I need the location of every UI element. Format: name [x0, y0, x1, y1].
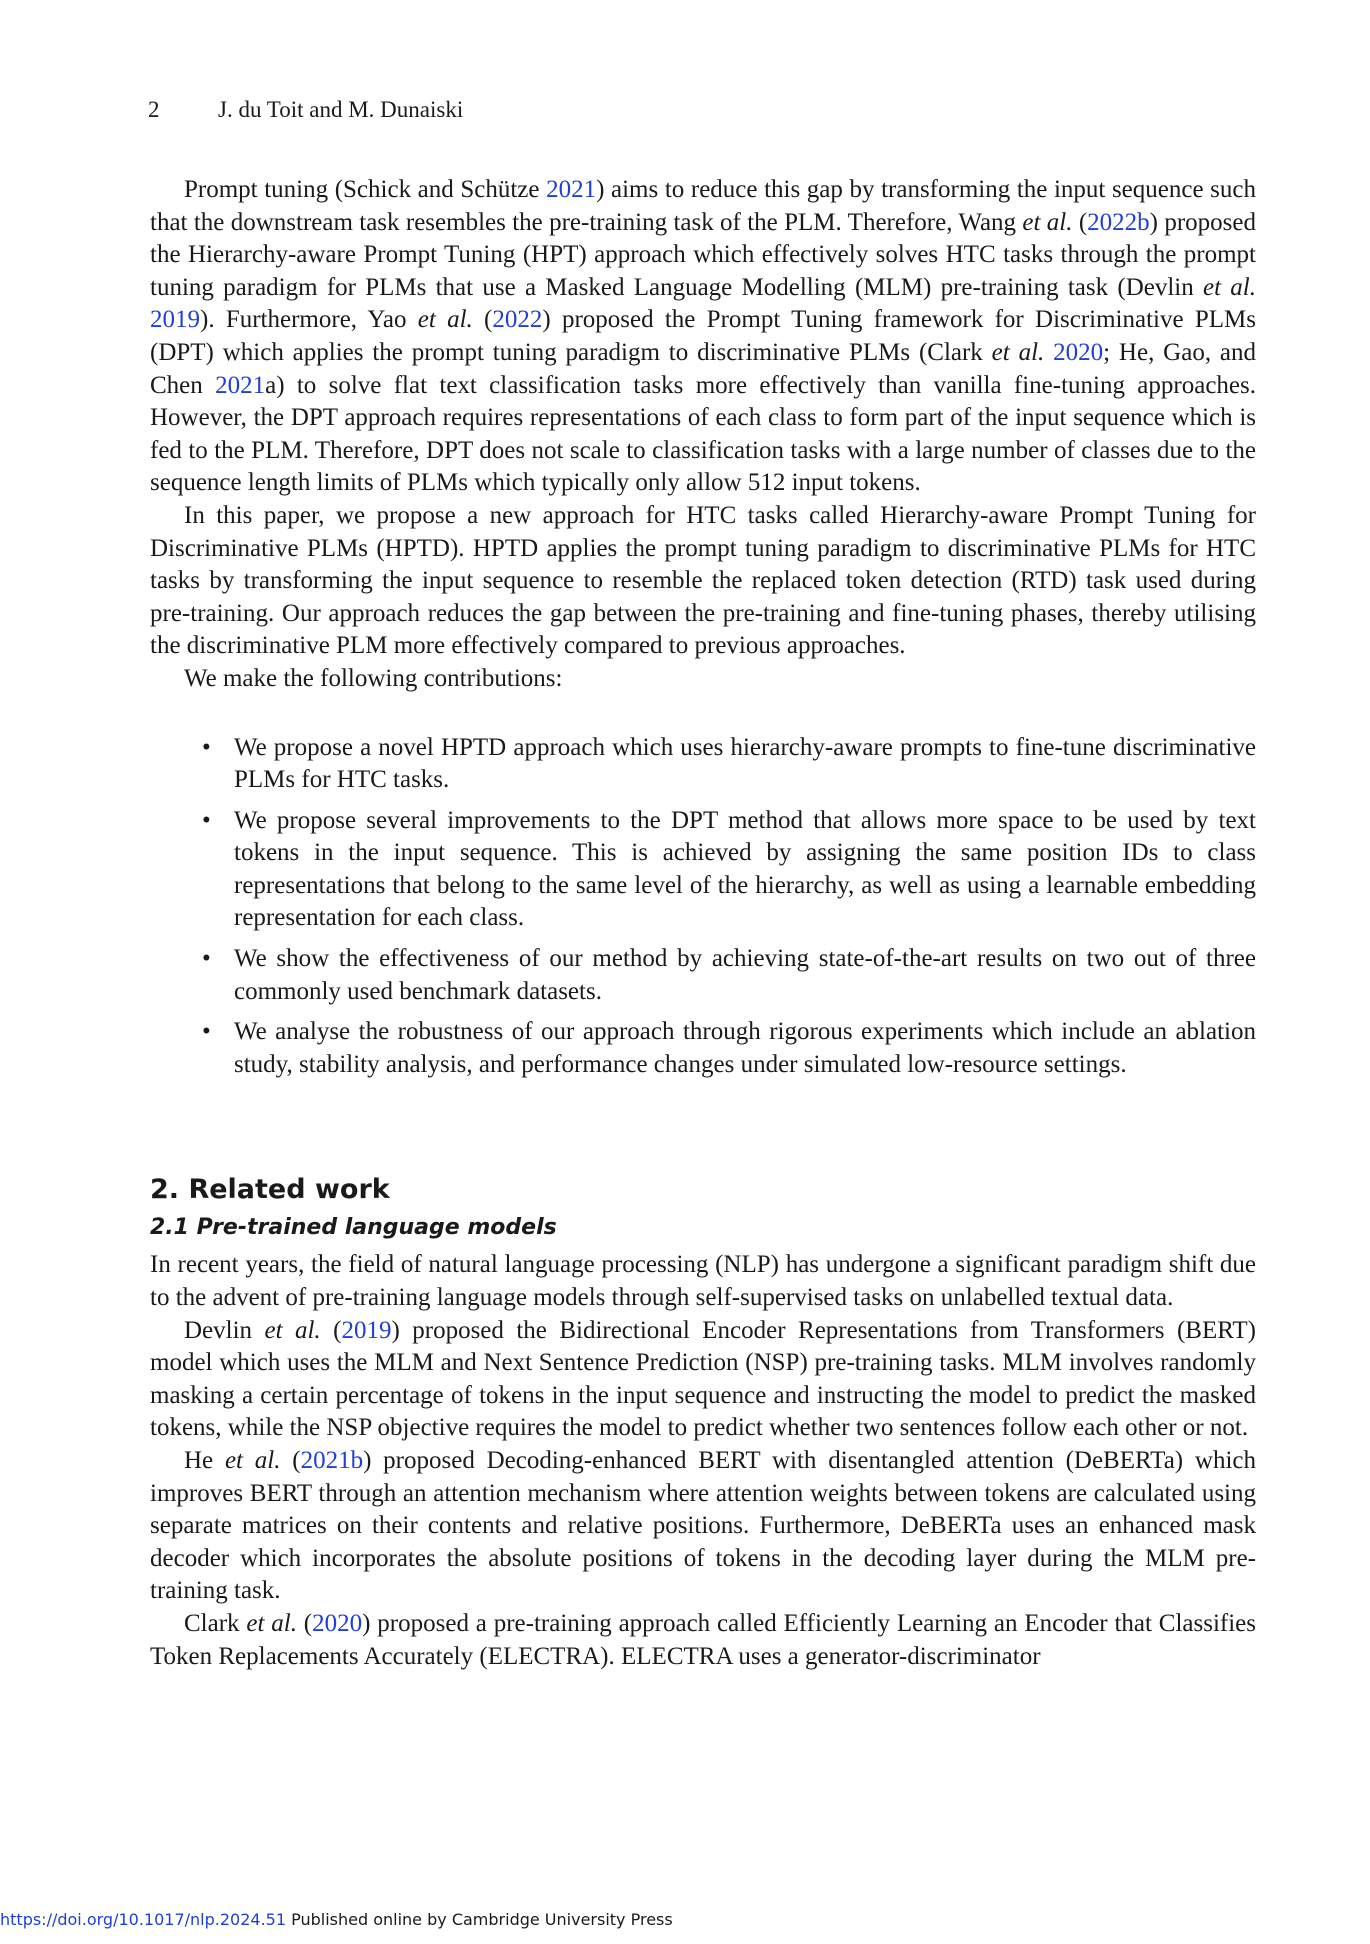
citation-link[interactable]: 2021b [300, 1447, 364, 1474]
paragraph-recent-years: In recent years, the field of natural language processing (NLP) has undergone a significant paradigm shift due to the advent of pre-training language models through self-supervised tasks on unlabelled textual data. [150, 1251, 1256, 1312]
paragraph-contributions-intro: We make the following contributions: [184, 664, 563, 692]
citation-link[interactable]: 2021 [546, 176, 597, 203]
citation-link[interactable]: 2021 [215, 371, 266, 399]
citation-link[interactable]: 2020 [312, 1609, 363, 1637]
section-heading: 2. Related work [150, 1174, 390, 1206]
doi-link[interactable]: https://doi.org/10.1017/nlp.2024.51 [0, 1910, 287, 1929]
paragraph-this-paper: In this paper, we propose a new approach for HTC tasks called Hierarchy-aware Prompt Tuning for Discriminative PLMs (HPTD). HPTD applies the prompt tuning paradigm to discriminative PLMs for HTC tasks by transforming the input sequence to resemble the replaced token detection (RTD) task used during pre-training. Our approach reduces the gap between the pre-training and fine-tuning phases, thereby utilising the discriminative PLM more effectively compared to previous approaches. [150, 501, 1256, 660]
paragraph-prompt-tuning: Prompt tuning (Schick and Schütze 2021) aims to reduce this gap by transforming the input sequence such that the downstream task resembles the pre-training task of the PLM. Therefore, Wang et al. (2022b) proposed the Hierarchy-aware Prompt Tuning (HPT) approach which effectively solves HTC tasks through the prompt tuning paradigm for PLMs that use a Masked Language Modelling (MLM) pre-training task (Devlin et al. 2019). Furthermore, Yao et al. (2022) proposed the Prompt Tuning framework for Discriminative PLMs (DPT) which applies the prompt tuning paradigm to discriminative PLMs (Clark et al. 2020; He, Gao, and Chen 2021a) to solve flat text classification tasks more effectively than vanilla fine-tuning approaches. However, the DPT approach requires representations of each class to form part of the input sequence which is fed to the PLM. Therefore, DPT does not scale to classification tasks with a large number of classes due to the sequence length limits of PLMs which typically only allow 512 input tokens. [150, 176, 1257, 497]
list-item: • We analyse the robustness of our approach through rigorous experiments which include an ablation study, stability analysis, and performance changes under simulated low-resource settings. [234, 1016, 1256, 1081]
subsection-heading: 2.1 Pre-trained language models [150, 1215, 557, 1241]
main-body [150, 174, 1256, 1673]
citation-link[interactable]: 2020 [1053, 338, 1104, 366]
contributions-list [150, 732, 1256, 1082]
list-item: • We propose a novel HPTD approach which uses hierarchy-aware prompts to fine-tune discriminative PLMs for HTC tasks. [234, 732, 1256, 797]
page-footer [0, 1910, 673, 1929]
citation-link[interactable]: 2019 [150, 306, 200, 334]
paragraph-electra: Clark et al. (2020) proposed a pre-training approach called Efficiently Learning an Encoder that Classifies Token Replacements Accurately (ELECTRA). ELECTRA uses a generator-discriminator [150, 1609, 1257, 1670]
list-item: • We show the effectiveness of our method by achieving state-of-the-art results on two out of three commonly used benchmark datasets. [234, 943, 1256, 1008]
citation-link[interactable]: 2019 [341, 1316, 392, 1344]
running-head-authors: J. du Toit and M. Dunaiski [218, 97, 464, 122]
list-item: • We propose several improvements to the DPT method that allows more space to be used by text tokens in the input sequence. This is achieved by assigning the same position IDs to class representations that belong to the same level of the hierarchy, as well as using a learnable embedding representation for each class. [234, 805, 1256, 935]
paragraph-bert: Devlin et al. (2019) proposed the Bidirectional Encoder Representations from Transformers (BERT) model which uses the MLM and Next Sentence Prediction (NSP) pre-training tasks. MLM involves randomly masking a certain percentage of tokens in the input sequence and instructing the model to predict the masked tokens, while the NSP objective requires the model to predict whether two sentences follow each other or not. [150, 1316, 1257, 1442]
paragraph-deberta: He et al. (2021b) proposed Decoding-enhanced BERT with disentangled attention (DeBERTa) which improves BERT through an attention mechanism where attention weights between tokens are calculated using separate matrices on their contents and relative positions. Furthermore, DeBERTa uses an enhanced mask decoder which incorporates the absolute positions of tokens in the decoding layer during the MLM pre-training task. [150, 1447, 1256, 1605]
page-number: 2 [148, 97, 160, 122]
page-header [148, 97, 463, 123]
citation-link[interactable]: 2022b [1087, 208, 1150, 236]
publisher-note: Published online by Cambridge University Press [286, 1910, 673, 1929]
citation-link[interactable]: 2022 [492, 306, 543, 334]
